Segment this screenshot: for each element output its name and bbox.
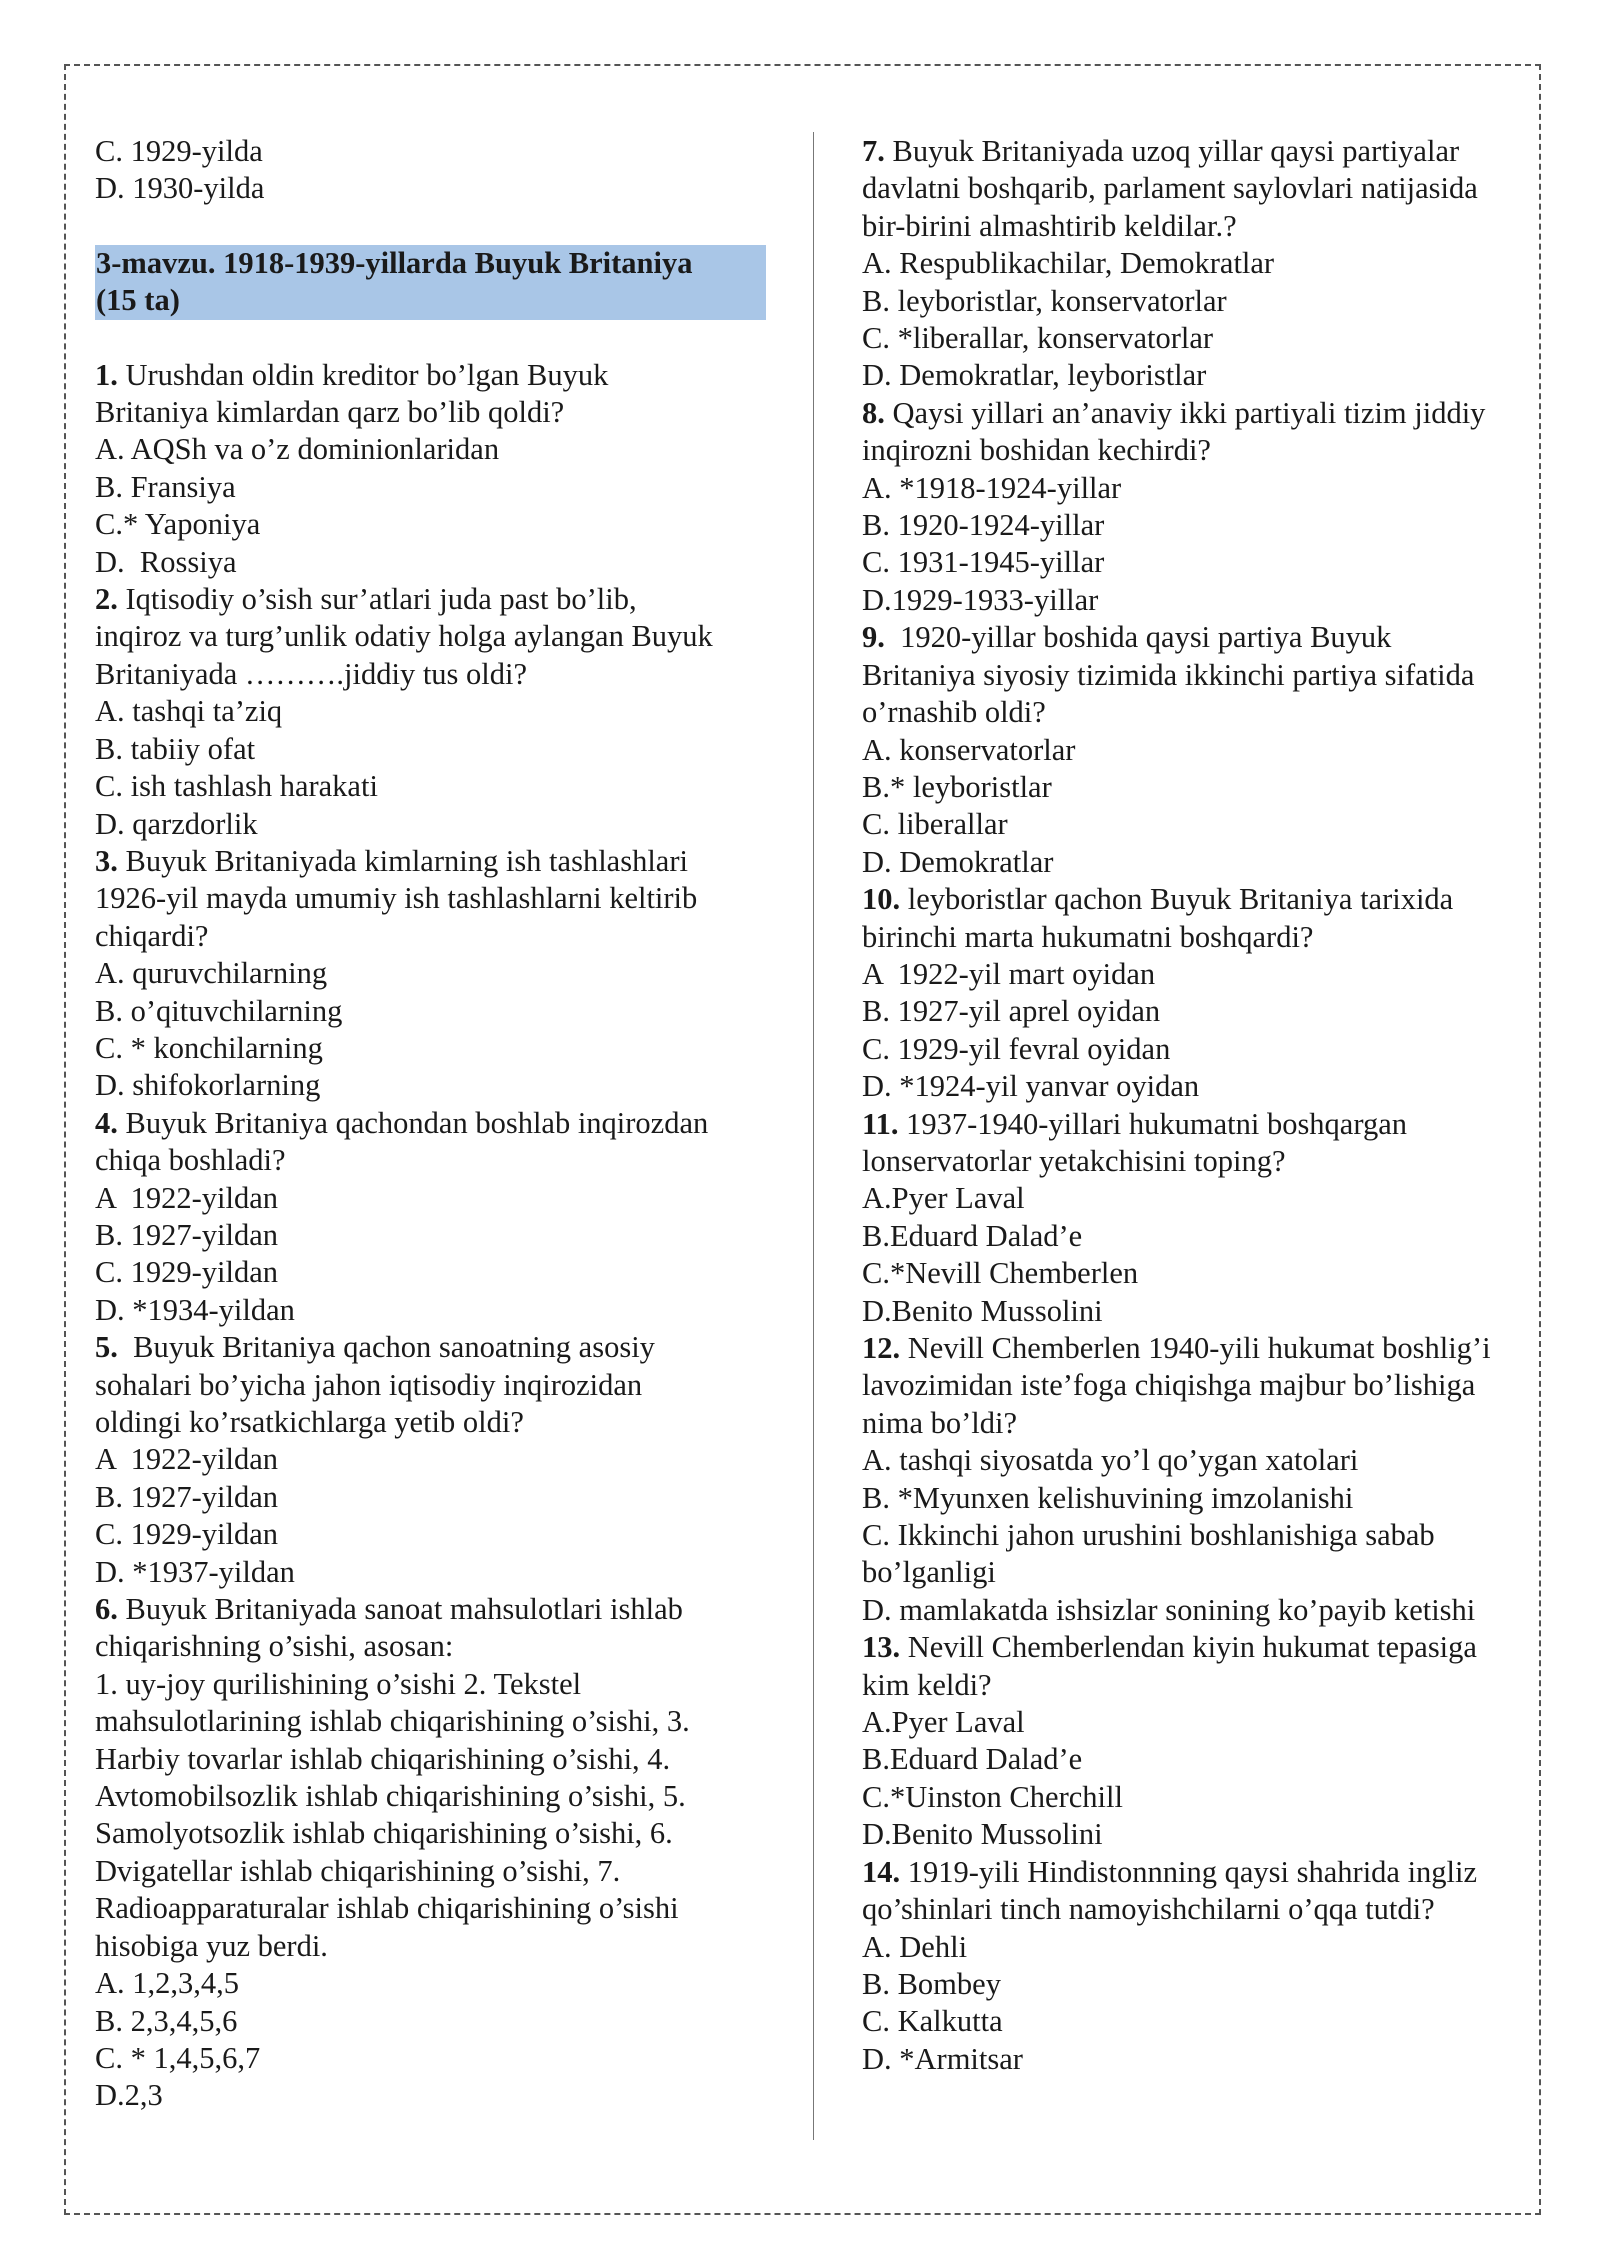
answer-option: C. *liberallar, konservatorlar	[862, 321, 1214, 356]
question-text-continued: Britaniya siyosiy tizimida ikkinchi partiya sifatida	[862, 657, 1475, 692]
answer-option: A 1922-yildan	[95, 1442, 278, 1477]
question-text-continued: chiqa boshladi?	[95, 1143, 286, 1178]
question-number: 14.	[862, 1854, 901, 1889]
question-text-continued: inqiroz va turg’unlik odatiy holga aylangan Buyuk	[95, 619, 713, 654]
question-block	[95, 843, 775, 1105]
question-text-span: 1937-1940-yillari hukumatni boshqargan	[898, 1106, 1407, 1141]
answer-option: A. konservatorlar	[862, 732, 1076, 767]
question-text	[862, 1106, 1538, 1143]
answer-option: C. Ikkinchi jahon urushini boshlanishiga sabab	[862, 1518, 1435, 1553]
answer-option: C. liberallar	[862, 807, 1008, 842]
question-text-span: leyboristlar qachon Buyuk Britaniya tarixida	[900, 882, 1454, 917]
answer-option: D.Benito Mussolini	[862, 1293, 1103, 1328]
question-text	[95, 1105, 775, 1142]
answer-option: A. AQSh va o’z dominionlaridan	[95, 432, 500, 467]
question-block	[862, 395, 1538, 619]
answer-option: C.*Nevill Chemberlen	[862, 1256, 1139, 1291]
question-text	[862, 133, 1538, 170]
answer-option: C. * 1,4,5,6,7	[95, 2040, 261, 2075]
answer-option: C. 1929-yildan	[95, 1255, 278, 1290]
answer-option: A. 1,2,3,4,5	[95, 1966, 240, 2001]
question-block	[862, 1106, 1538, 1330]
question-number: 12.	[862, 1331, 901, 1365]
answer-option: B. o’qituvchilarning	[95, 993, 343, 1028]
answer-option: B. 2,3,4,5,6	[95, 2003, 238, 2038]
answer-option: B. tabiiy ofat	[95, 731, 256, 766]
answer-option: A. *1918-1924-yillar	[862, 470, 1122, 505]
answer-option: D. shifokorlarning	[95, 1068, 321, 1103]
answer-option: C. * konchilarning	[95, 1030, 323, 1065]
question-number: 4.	[95, 1105, 118, 1140]
question-block	[862, 881, 1538, 1105]
question-text-span: 1920-yillar boshida qaysi partiya Buyuk	[884, 620, 1392, 655]
left-column	[95, 133, 775, 2115]
question-block	[95, 1591, 775, 2115]
question-number: 10.	[862, 882, 901, 917]
question-text-continued: nima bo’ldi?	[862, 1405, 1018, 1440]
answer-option: A. Dehli	[862, 1929, 968, 1964]
question-text-continued: Radioapparaturalar ishlab chiqarishining o’sishi	[95, 1891, 679, 1926]
section-heading	[95, 245, 766, 320]
answer-option: B. 1927-yildan	[95, 1479, 278, 1514]
answer-option: D. Demokratlar, leyboristlar	[862, 358, 1207, 393]
question-text	[95, 1591, 775, 1628]
answer-option: C. 1929-yil fevral oyidan	[862, 1031, 1171, 1066]
question-text	[862, 1854, 1538, 1891]
answer-option: D.Benito Mussolini	[862, 1817, 1103, 1852]
answer-option: A 1922-yil mart oyidan	[862, 956, 1156, 991]
answer-option: D. *Armitsar	[862, 2041, 1023, 2076]
answer-option: B.* leyboristlar	[862, 769, 1052, 804]
question-text-continued: lonservatorlar yetakchisini toping?	[862, 1143, 1286, 1178]
question-number: 8.	[862, 395, 885, 430]
question-text-continued: Britaniyada ……….jiddiy tus oldi?	[95, 656, 528, 691]
question-text-continued: hisobiga yuz berdi.	[95, 1928, 328, 1963]
column-divider	[813, 132, 814, 2140]
question-text-span: Buyuk Britaniyada sanoat mahsulotlari ishlab	[117, 1592, 683, 1627]
answer-option: C. 1929-yildan	[95, 1517, 278, 1552]
question-text-continued: kim keldi?	[862, 1667, 992, 1702]
answer-option: B. leyboristlar, konservatorlar	[862, 283, 1227, 318]
answer-option: D. *1934-yildan	[95, 1292, 295, 1327]
question-text	[95, 357, 775, 394]
question-number: 2.	[95, 582, 118, 617]
question-block	[95, 1105, 775, 1329]
heading-line: 3-mavzu. 1918-1939-yillarda Buyuk Britaniya	[96, 245, 693, 280]
answer-option: bo’lganligi	[862, 1555, 996, 1590]
answer-option: A 1922-yildan	[95, 1180, 278, 1215]
question-text	[95, 843, 775, 880]
question-number: 1.	[95, 357, 118, 392]
answer-option: C. 1931-1945-yillar	[862, 545, 1105, 580]
question-text-span: Nevill Chemberlen 1940-yili hukumat boshlig’i	[900, 1331, 1491, 1365]
question-block	[862, 1330, 1538, 1629]
question-text-continued: mahsulotlarining ishlab chiqarishining o’sishi, 3.	[95, 1704, 690, 1739]
answer-option: A. quruvchilarning	[95, 956, 328, 991]
answer-option: B. *Myunxen kelishuvining imzolanishi	[862, 1480, 1354, 1515]
question-text-continued: Avtomobilsozlik ishlab chiqarishining o’sishi, 5.	[95, 1779, 686, 1814]
answer-option: B.Eduard Dalad’e	[862, 1218, 1083, 1253]
question-block	[95, 1329, 775, 1591]
question-text-span: Urushdan oldin kreditor bo’lgan Buyuk	[117, 357, 609, 392]
question-block	[862, 1854, 1538, 2078]
question-text-continued: lavozimidan iste’foga chiqishga majbur bo’lishiga	[862, 1368, 1476, 1403]
question-text-continued: qo’shinlari tinch namoyishchilarni o’qqa tutdi?	[862, 1892, 1435, 1927]
answer-option: B. 1920-1924-yillar	[862, 508, 1105, 543]
answer-option: A. Respublikachilar, Demokratlar	[862, 246, 1275, 281]
question-number: 7.	[862, 134, 885, 168]
question-text	[862, 1330, 1538, 1367]
question-block	[862, 1629, 1538, 1853]
question-text-continued: o’rnashib oldi?	[862, 695, 1046, 730]
question-text-span: Buyuk Britaniya qachondan boshlab inqirozdan	[117, 1105, 709, 1140]
answer-option: B. 1927-yil aprel oyidan	[862, 994, 1161, 1029]
question-block	[95, 581, 775, 843]
question-text-continued: 1. uy-joy qurilishining o’sishi 2. Tekstel	[95, 1666, 582, 1701]
answer-option: A. tashqi ta’ziq	[95, 694, 283, 729]
answer-option: D.2,3	[95, 2078, 163, 2113]
question-number: 13.	[862, 1630, 901, 1665]
answer-option: A. tashqi siyosatda yo’l qo’ygan xatolari	[862, 1443, 1359, 1478]
answer-option: C.*Uinston Cherchill	[862, 1779, 1123, 1814]
answer-option: D.1929-1933-yillar	[862, 582, 1099, 617]
option: D. 1930-yilda	[95, 171, 265, 206]
question-text-continued: inqirozni boshidan kechirdi?	[862, 433, 1211, 468]
question-number: 11.	[862, 1106, 899, 1141]
question-text	[862, 619, 1538, 656]
answer-option: D. Demokratlar	[862, 844, 1054, 879]
option: C. 1929-yilda	[95, 134, 263, 168]
question-block	[95, 357, 775, 581]
question-text-continued: 1926-yil mayda umumiy ish tashlashlarni keltirib	[95, 881, 698, 916]
answer-option: A.Pyer Laval	[862, 1705, 1025, 1740]
question-text-continued: davlatni boshqarib, parlament saylovlari natijasida	[862, 171, 1478, 206]
question-text-continued: chiqardi?	[95, 918, 209, 953]
question-text-continued: Harbiy tovarlar ishlab chiqarishining o’sishi, 4.	[95, 1741, 671, 1776]
question-text-span: Nevill Chemberlendan kiyin hukumat tepasiga	[900, 1630, 1477, 1665]
question-text-continued: Dvigatellar ishlab chiqarishining o’sishi, 7.	[95, 1853, 621, 1888]
question-number: 3.	[95, 843, 118, 878]
question-text	[95, 1329, 775, 1366]
question-text-span: Iqtisodiy o’sish sur’atlari juda past bo’lib,	[117, 582, 637, 617]
question-text-span: Buyuk Britaniyada kimlarning ish tashlashlari	[117, 843, 688, 878]
question-text-span: 1919-yili Hindistonnning qaysi shahrida ingliz	[900, 1854, 1478, 1889]
question-number: 6.	[95, 1592, 118, 1627]
question-text-span: Buyuk Britaniya qachon sanoatning asosiy	[117, 1330, 655, 1365]
question-text-continued: bir-birini almashtirib keldilar.?	[862, 208, 1237, 243]
question-text	[95, 581, 775, 618]
answer-option: A.Pyer Laval	[862, 1181, 1025, 1216]
question-text-continued: chiqarishning o’sishi, asosan:	[95, 1629, 454, 1664]
question-block	[862, 133, 1538, 395]
question-number: 5.	[95, 1330, 118, 1365]
answer-option: D. Rossiya	[95, 544, 237, 579]
answer-option: D. *1937-yildan	[95, 1554, 295, 1589]
answer-option: B. Fransiya	[95, 469, 236, 504]
heading-line: (15 ta)	[96, 283, 180, 318]
answer-option: D. qarzdorlik	[95, 806, 258, 841]
answer-option: C.* Yaponiya	[95, 507, 261, 542]
answer-option: B. Bombey	[862, 1966, 1001, 2001]
question-text-continued: Britaniya kimlardan qarz bo’lib qoldi?	[95, 395, 565, 430]
question-text	[862, 881, 1538, 918]
question-block	[862, 619, 1538, 881]
question-text-continued: Samolyotsozlik ishlab chiqarishining o’sishi, 6.	[95, 1816, 673, 1851]
answer-option: D. mamlakatda ishsizlar sonining ko’payib ketishi	[862, 1592, 1476, 1627]
question-text	[862, 1629, 1538, 1666]
question-text-span: Buyuk Britaniyada uzoq yillar qaysi partiyalar	[884, 134, 1460, 168]
question-text-continued: sohalari bo’yicha jahon iqtisodiy inqirozidan	[95, 1367, 643, 1402]
answer-option: B.Eduard Dalad’e	[862, 1742, 1083, 1777]
question-number: 9.	[862, 620, 885, 655]
question-text-continued: birinchi marta hukumatni boshqardi?	[862, 919, 1314, 954]
question-text-continued: oldingi ko’rsatkichlarga yetib oldi?	[95, 1405, 524, 1439]
answer-option: D. *1924-yil yanvar oyidan	[862, 1069, 1200, 1104]
answer-option: B. 1927-yildan	[95, 1217, 278, 1252]
right-column	[862, 133, 1538, 2078]
question-text	[862, 395, 1538, 432]
question-list	[95, 357, 775, 2115]
question-list	[862, 133, 1538, 2078]
question-text-span: Qaysi yillari an’anaviy ikki partiyali tizim jiddiy	[884, 395, 1486, 430]
answer-option: C. ish tashlash harakati	[95, 769, 378, 804]
answer-option: C. Kalkutta	[862, 2004, 1003, 2039]
